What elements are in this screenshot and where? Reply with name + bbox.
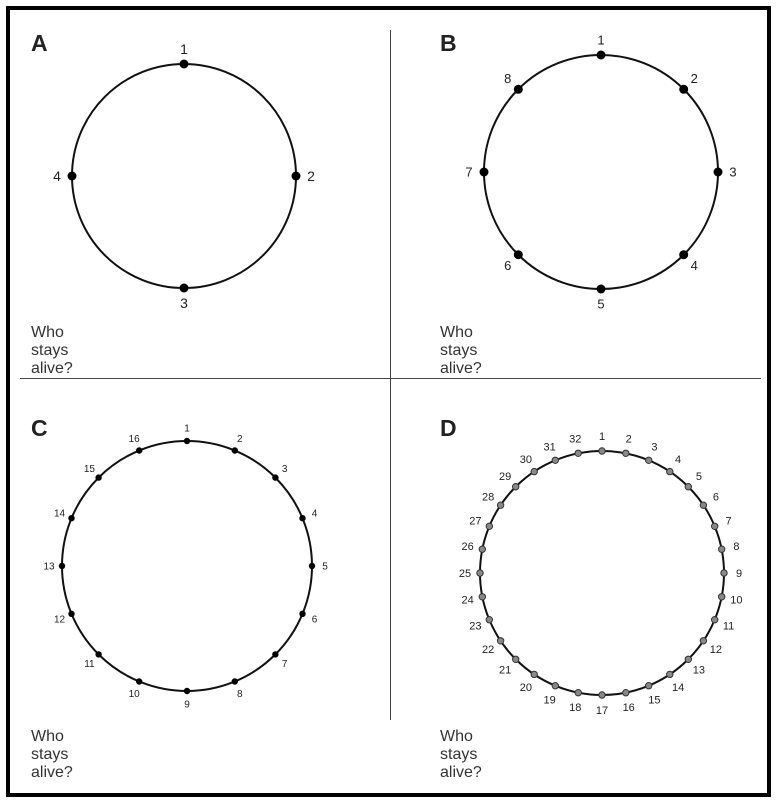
person-label-d-22: 22 <box>481 644 495 656</box>
person-label-c-12: 12 <box>53 614 66 626</box>
person-dot-d-31 <box>552 457 558 463</box>
person-dot-d-23 <box>486 617 492 623</box>
person-label-c-9: 9 <box>184 699 190 711</box>
person-label-d-7: 7 <box>725 515 732 528</box>
person-label-a-4: 4 <box>53 167 61 184</box>
panel-letter-b: B <box>440 30 457 56</box>
person-label-d-25: 25 <box>458 567 472 580</box>
person-label-d-1: 1 <box>598 430 606 443</box>
person-dot-d-3 <box>646 457 652 463</box>
person-dot-d-2 <box>623 450 629 456</box>
person-label-c-11: 11 <box>84 659 95 671</box>
person-dot-d-8 <box>719 546 725 552</box>
person-label-d-20: 20 <box>519 681 533 694</box>
person-label-c-6: 6 <box>311 614 318 626</box>
person-dot-d-27 <box>486 523 492 529</box>
person-label-c-8: 8 <box>237 689 243 700</box>
person-dot-d-25 <box>477 570 483 576</box>
person-label-d-3: 3 <box>651 441 658 454</box>
person-dot-d-20 <box>531 671 537 677</box>
person-dot-d-24 <box>479 594 485 600</box>
person-label-d-32: 32 <box>569 433 582 446</box>
person-label-d-16: 16 <box>622 702 635 715</box>
person-label-c-16: 16 <box>128 434 140 445</box>
person-dot-d-4 <box>667 468 673 474</box>
panel-letter-a: A <box>31 30 48 56</box>
person-dot-d-1 <box>599 448 605 454</box>
person-label-b-1: 1 <box>597 32 605 48</box>
person-label-b-8: 8 <box>504 71 512 87</box>
person-label-d-10: 10 <box>730 594 743 607</box>
question-text-c: Who stays alive? <box>31 728 73 781</box>
person-dot-d-17 <box>599 692 605 698</box>
person-dot-d-13 <box>685 656 691 662</box>
person-label-d-9: 9 <box>735 567 743 580</box>
person-label-b-6: 6 <box>504 257 512 273</box>
person-dot-d-26 <box>479 546 485 552</box>
person-label-d-2: 2 <box>625 433 632 446</box>
question-text-a: Who stays alive? <box>31 324 73 377</box>
person-label-d-4: 4 <box>675 453 682 466</box>
person-label-d-18: 18 <box>569 702 582 715</box>
person-label-d-11: 11 <box>722 620 735 633</box>
person-dot-d-30 <box>531 468 537 474</box>
person-label-d-8: 8 <box>733 541 740 554</box>
person-label-c-10: 10 <box>128 689 140 700</box>
person-label-c-1: 1 <box>184 423 190 435</box>
person-dot-d-9 <box>721 570 727 576</box>
person-label-c-13: 13 <box>43 561 55 573</box>
person-dot-d-22 <box>497 638 503 644</box>
person-label-b-7: 7 <box>465 164 473 180</box>
person-label-d-15: 15 <box>648 694 661 707</box>
person-label-d-31: 31 <box>543 441 556 454</box>
person-label-c-5: 5 <box>322 561 328 573</box>
person-label-c-3: 3 <box>281 463 288 475</box>
person-label-d-24: 24 <box>461 594 474 607</box>
person-dot-d-7 <box>712 523 718 529</box>
person-label-d-13: 13 <box>692 664 706 677</box>
person-label-c-7: 7 <box>281 659 288 671</box>
person-label-d-5: 5 <box>695 471 702 483</box>
person-label-c-15: 15 <box>83 463 95 475</box>
person-label-d-19: 19 <box>543 694 556 707</box>
person-label-a-1: 1 <box>180 40 188 57</box>
person-label-d-28: 28 <box>481 491 495 504</box>
person-label-d-26: 26 <box>461 541 474 554</box>
person-dot-d-21 <box>513 656 519 662</box>
person-label-c-2: 2 <box>237 434 243 445</box>
person-label-a-2: 2 <box>307 167 315 184</box>
person-dot-d-5 <box>685 484 691 490</box>
person-label-d-23: 23 <box>469 620 482 633</box>
question-text-d: Who stays alive? <box>440 728 482 781</box>
person-label-d-17: 17 <box>595 704 609 717</box>
person-dot-d-18 <box>575 690 581 696</box>
person-dot-d-11 <box>712 617 718 623</box>
panel-letter-c: C <box>31 415 48 441</box>
person-dot-d-19 <box>552 683 558 689</box>
person-dot-d-15 <box>646 683 652 689</box>
person-label-b-4: 4 <box>690 257 698 273</box>
person-dot-d-29 <box>513 484 519 490</box>
person-label-b-3: 3 <box>729 164 737 180</box>
person-dot-d-16 <box>623 690 629 696</box>
person-label-a-3: 3 <box>180 294 188 311</box>
person-label-d-21: 21 <box>498 664 512 677</box>
person-label-d-29: 29 <box>498 471 512 483</box>
person-label-d-27: 27 <box>469 515 482 528</box>
person-dot-d-6 <box>700 502 706 508</box>
person-label-d-6: 6 <box>712 491 719 504</box>
question-text-b: Who stays alive? <box>440 324 482 377</box>
person-dot-d-12 <box>700 638 706 644</box>
person-dot-d-14 <box>667 671 673 677</box>
person-label-c-4: 4 <box>311 508 318 520</box>
person-label-b-2: 2 <box>690 71 698 87</box>
person-label-d-12: 12 <box>709 644 723 656</box>
person-dot-d-32 <box>575 450 581 456</box>
person-label-d-30: 30 <box>519 453 533 466</box>
person-dot-d-28 <box>497 502 503 508</box>
person-label-d-14: 14 <box>671 681 685 694</box>
person-dot-d-10 <box>719 594 725 600</box>
person-label-c-14: 14 <box>53 508 66 520</box>
person-label-b-5: 5 <box>597 296 605 312</box>
panel-letter-d: D <box>440 415 457 441</box>
